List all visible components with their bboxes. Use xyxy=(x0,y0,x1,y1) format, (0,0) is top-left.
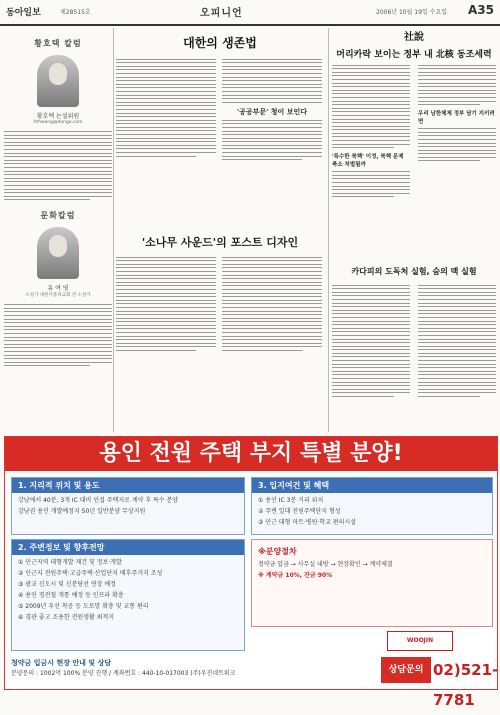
editorial-title: 머리카락 보이는 정부 내 北核 동조세력 xyxy=(336,50,492,60)
article-column-area xyxy=(116,28,324,432)
editorial-area xyxy=(332,28,496,432)
ad-box-prospects-title: 2. 주변정보 및 향후전망 xyxy=(12,540,244,555)
contact-label: 상담문의 xyxy=(381,657,431,683)
ad-box-location xyxy=(11,477,245,535)
section-title: 오피니언 xyxy=(200,8,243,19)
ad-item: 강남에서 40분, 3개 IC 대비 인접 주택지로 계약 후 특수 분양 xyxy=(18,497,179,504)
column-divider xyxy=(328,28,329,432)
date: 2006년 10월 19일 수요일 xyxy=(376,9,448,16)
ad-footer-note: 분양문의 : 1002억 100% 분양 진행 / 계좌번호 : 440-10-017003 (주)우진네트워크 xyxy=(11,670,236,677)
editorial-section-title: 社說 xyxy=(404,32,424,43)
editorial-body-a xyxy=(332,65,410,149)
ad-box-location-title: 1. 지리적 위치 및 용도 xyxy=(12,478,244,493)
author-photo xyxy=(37,55,79,107)
issue-number: 제28515호 xyxy=(60,9,91,16)
editorial-subtitle-2: 우리 남한체제 정부 담기 지키려면 xyxy=(418,111,495,126)
ad-item: 청약금 입금 → 사무실 내방 → 현장확인 → 계약체결 xyxy=(258,561,393,568)
paper-name: 동아일보 xyxy=(6,8,41,18)
editorial2-body-b xyxy=(418,285,496,397)
ad-item: ② 주변 일대 전원주택단지 형성 xyxy=(258,508,341,515)
editorial2-title: 카다피의 도독처 실험, 숨의 맥 실험 xyxy=(351,267,477,276)
ad-item: ⑥ 경관 좋고 조용한 전원생활 최적지 xyxy=(18,614,115,621)
ad-procedure-title: ※분양절차 xyxy=(258,547,297,556)
ad-item: ④ 용인 경전철 개통 예정 등 인프라 확충 xyxy=(18,592,124,599)
editorial-body-c xyxy=(418,65,496,106)
ad-item: ① 인근지역 대형개발 재건 및 정보·개발 xyxy=(18,559,122,566)
brand-logo: WOOJIN xyxy=(387,631,453,651)
article-title: 대한의 생존법 xyxy=(183,36,257,50)
ad-box-prospects xyxy=(11,539,245,651)
advertisement xyxy=(4,436,499,709)
author-name-2: 유 여 영 xyxy=(47,285,69,293)
article2-title: '소나무 사운드'의 포스트 디자인 xyxy=(141,236,299,249)
article-body-b xyxy=(222,59,322,103)
article-body-a xyxy=(116,59,216,157)
masthead xyxy=(0,0,500,26)
column-body xyxy=(4,131,112,200)
editorial-body-b xyxy=(332,171,410,197)
author-photo-2 xyxy=(37,227,79,279)
column-body-2 xyxy=(4,304,112,366)
column-divider xyxy=(113,28,114,432)
ad-item: ② 인근지 전원주택·고급주택·산업단지 배후주거지 조성 xyxy=(18,570,163,577)
editorial-body-d xyxy=(418,128,496,161)
column-title: 황호택 칼럼 xyxy=(34,39,82,48)
editorial-subtitle: '특수한 북핵' 이정, 북핵 문제 축소 처벌될까 xyxy=(332,154,404,169)
column-title-2: 문화칼럼 xyxy=(40,211,76,221)
article-body-c xyxy=(222,120,322,161)
page-number: A35 xyxy=(468,3,494,17)
ad-item: ③ 광교 신도시 및 신분당선 연장 예정 xyxy=(18,581,116,588)
phone-number[interactable]: 02)521-7781 xyxy=(433,661,499,709)
ad-footer xyxy=(11,658,371,677)
ad-item: ① 용인 IC 3분 거리 위치 xyxy=(258,497,324,504)
left-column xyxy=(4,28,112,432)
ad-footer-title: 청약금 입금시 현장 안내 및 상담 xyxy=(11,659,112,667)
ad-item: ⑤ 2009년 우선 착공 등 도로망 확충 및 교통 편리 xyxy=(18,603,149,610)
editorial2-body-a xyxy=(332,285,410,397)
ad-box-benefits xyxy=(251,477,493,535)
author-bio-2: 소설가 대한가톨릭교회 전 소설가 xyxy=(25,293,91,299)
ad-item: ※ 계약금 10%, 잔금 90% xyxy=(258,572,333,579)
author-email: hthwang@donga.com xyxy=(33,120,83,125)
ad-item: 강남권 용인 개발예정지 50년 일반분양 무상지원 xyxy=(18,508,146,515)
ad-title: 용인 전원 주택 부지 특별 분양! xyxy=(5,437,497,471)
ad-item: ③ 인근 대형 마트·병원·학교 편의시설 xyxy=(258,519,356,526)
ad-box-procedure xyxy=(251,539,493,627)
article-subtitle: '공공부문' 청이 보인다 xyxy=(236,107,308,116)
article2-body-a xyxy=(116,257,216,351)
author-name: 황호택 논설위원 xyxy=(36,113,80,120)
article2-body-b xyxy=(222,257,322,351)
ad-box-benefits-title: 3. 입지여건 및 혜택 xyxy=(252,478,492,493)
